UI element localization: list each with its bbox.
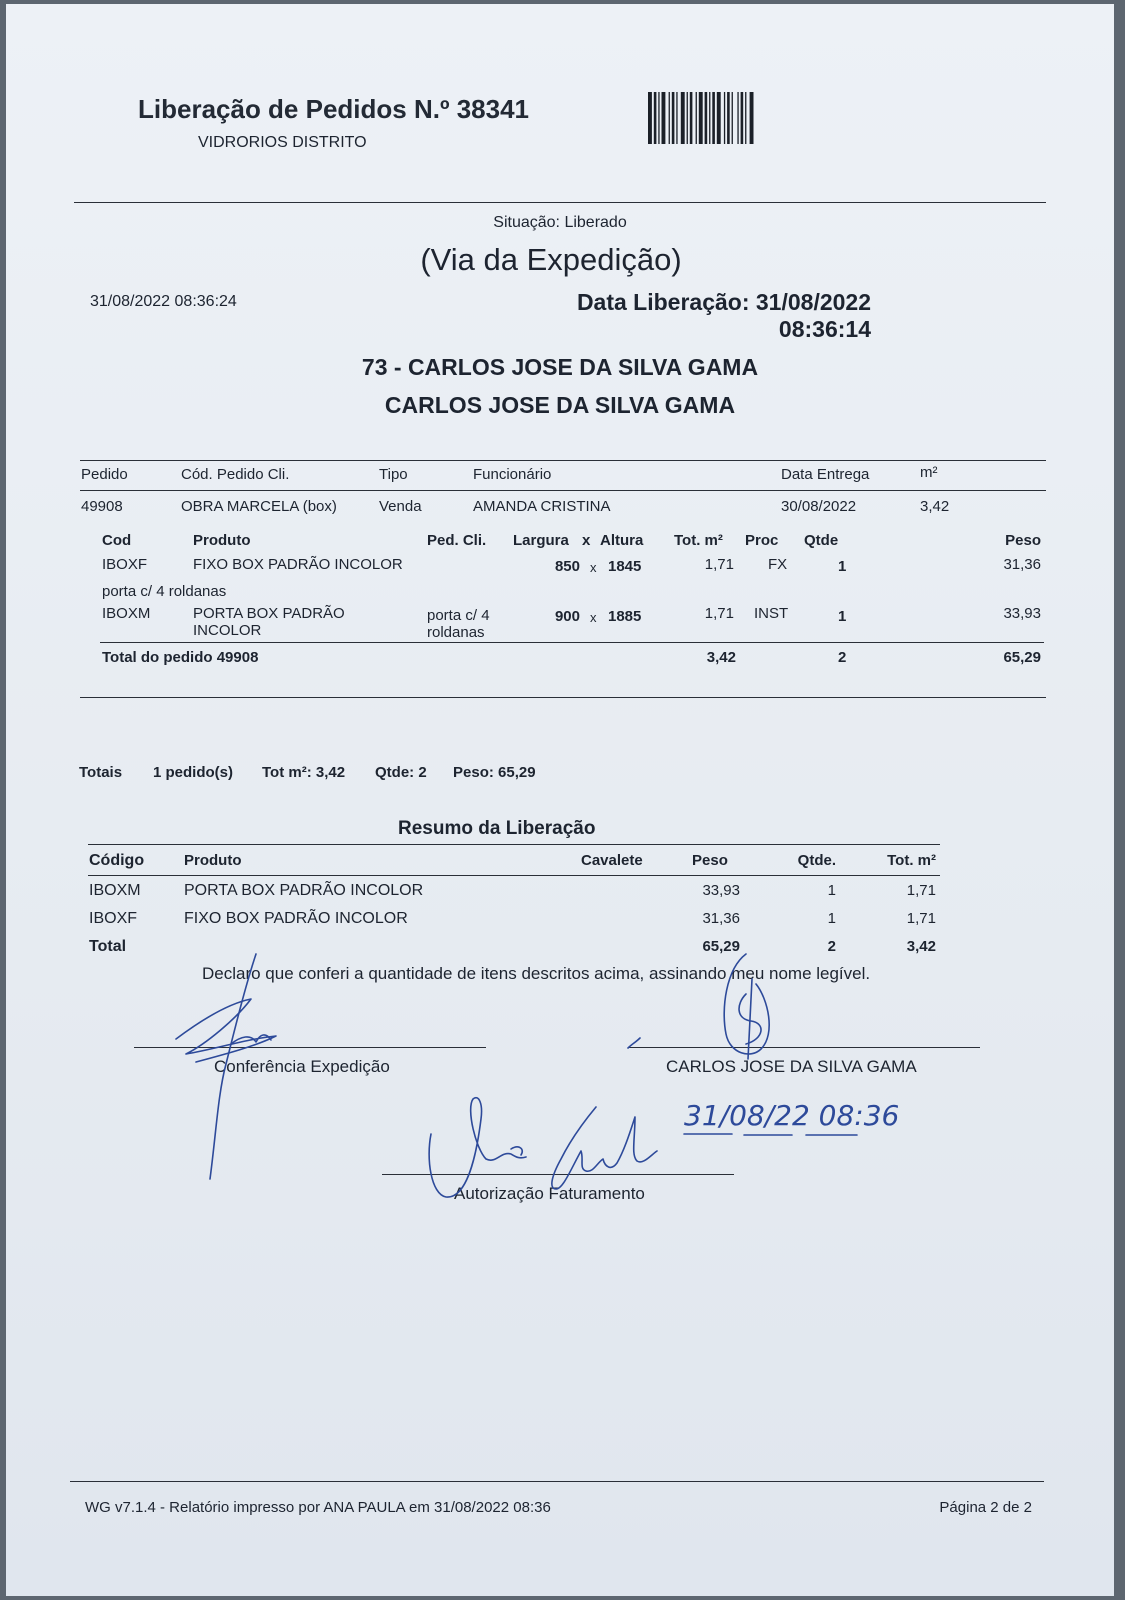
summary-top-rule: [88, 844, 940, 845]
totals-label: Totais: [79, 764, 123, 781]
signature-conferencia-scribble: [156, 944, 306, 1184]
col-funcionario: Funcionário: [473, 466, 552, 483]
col-peso: Peso: [1005, 532, 1041, 549]
summary-row-1-codigo: IBOXM: [89, 882, 141, 899]
item-2-produto-line2: INCOLOR: [193, 622, 262, 639]
item-2-qtde: 1: [838, 608, 847, 625]
client-name: CARLOS JOSE DA SILVA GAMA: [384, 392, 736, 418]
signature-label-conferencia: Conferência Expedição: [214, 1057, 390, 1076]
item-1-altura: 1845: [608, 558, 642, 575]
copy-type: (Via da Expedição): [420, 242, 682, 277]
order-table-header-rule: [80, 490, 1046, 491]
summary-total-qtde: 2: [827, 938, 836, 955]
summary-col-tot-m2: Tot. m²: [887, 852, 936, 869]
signature-line-client: [628, 1047, 980, 1048]
item-2-tot-m2: 1,71: [704, 605, 734, 622]
company-name: VIDRORIOS DISTRITO: [198, 134, 367, 151]
item-1-x: x: [590, 560, 597, 575]
order-cod-pedido-cli: OBRA MARCELA (box): [181, 498, 337, 515]
item-2-ped-cli-line2: roldanas: [427, 624, 485, 641]
client-code-name: 73 - CARLOS JOSE DA SILVA GAMA: [361, 354, 759, 380]
summary-row-1-qtde: 1: [827, 882, 836, 899]
order-tipo: Venda: [379, 498, 422, 515]
document-title: Liberação de Pedidos N.º 38341: [138, 94, 529, 124]
item-1-qtde: 1: [838, 558, 847, 575]
summary-total-label: Total: [89, 938, 127, 955]
item-2-note: porta c/ 4 roldanas: [102, 583, 227, 600]
order-section-bottom-rule: [80, 697, 1046, 698]
item-2-produto: [193, 605, 345, 639]
summary-col-peso: Peso: [692, 852, 728, 869]
item-1-produto: FIXO BOX PADRÃO INCOLOR: [193, 556, 403, 573]
summary-header-rule: [88, 875, 940, 876]
signature-client-scribble: [706, 949, 796, 1074]
summary-row-2-peso: 31,36: [702, 910, 740, 927]
summary-row-1-peso: 33,93: [702, 882, 740, 899]
col-largura: Largura: [513, 532, 569, 549]
item-1-peso: 31,36: [1003, 556, 1041, 573]
item-2-ped-cli-line1: porta c/ 4: [427, 607, 490, 624]
order-total-qtde: 2: [838, 649, 847, 666]
col-qtde: Qtde: [804, 532, 839, 549]
totals-qtde: Qtde: 2: [375, 764, 427, 781]
item-2-produto-line1: PORTA BOX PADRÃO: [193, 605, 345, 622]
col-ped-cli: Ped. Cli.: [427, 532, 487, 549]
summary-total-tot-m2: 3,42: [906, 938, 936, 955]
item-2-cod: IBOXM: [102, 605, 151, 622]
item-2-altura: 1885: [608, 608, 642, 625]
col-data-entrega: Data Entrega: [781, 466, 870, 483]
summary-row-1-produto: PORTA BOX PADRÃO INCOLOR: [184, 882, 424, 899]
col-cod-pedido-cli: Cód. Pedido Cli.: [181, 466, 290, 483]
summary-row-2-qtde: 1: [827, 910, 836, 927]
order-total-label: Total do pedido 49908: [102, 649, 259, 666]
footer-rule: [70, 1481, 1044, 1482]
signature-client-tick: [626, 1034, 646, 1054]
totals-peso: Peso: 65,29: [453, 764, 536, 781]
release-date-label: Data Liberação: 31/08/2022: [576, 289, 871, 315]
item-1-cod: IBOXF: [102, 556, 148, 573]
col-proc: Proc: [745, 532, 779, 549]
col-m2: m²: [920, 464, 938, 481]
item-1-proc: FX: [768, 556, 788, 573]
item-2-peso: 33,93: [1003, 605, 1041, 622]
totals-m2: Tot m²: 3,42: [262, 764, 346, 781]
summary-row-1-tot-m2: 1,71: [906, 882, 936, 899]
col-x: x: [582, 532, 591, 549]
item-2-x: x: [590, 610, 597, 625]
summary-col-codigo: Código: [89, 852, 145, 869]
declaration-text: Declaro que conferi a quantidade de itens descritos acima, assinando meu nome legível.: [202, 964, 871, 983]
footer-page-number: Página 2 de 2: [939, 1499, 1032, 1516]
order-total-peso: 65,29: [1003, 649, 1041, 666]
release-date: [541, 289, 871, 343]
release-time: 08:36:14: [778, 316, 871, 342]
summary-row-2-tot-m2: 1,71: [906, 910, 936, 927]
summary-title: Resumo da Liberação: [398, 818, 596, 839]
signature-label-autorizacao: Autorização Faturamento: [454, 1184, 645, 1203]
print-datetime: 31/08/2022 08:36:24: [90, 293, 237, 310]
header-divider: [74, 202, 1046, 203]
col-produto: Produto: [193, 532, 251, 549]
item-1-tot-m2: 1,71: [704, 556, 734, 573]
summary-row-2-produto: FIXO BOX PADRÃO INCOLOR: [184, 910, 408, 927]
col-tipo: Tipo: [379, 466, 408, 483]
order-pedido: 49908: [81, 498, 123, 515]
items-total-rule: [100, 642, 1044, 643]
totals-pedidos: 1 pedido(s): [153, 764, 234, 781]
handwritten-datetime-underline: [682, 1130, 944, 1140]
order-total-m2: 3,42: [706, 649, 736, 666]
col-cod: Cod: [102, 532, 132, 549]
item-1-largura: 850: [554, 558, 580, 575]
item-2-proc: INST: [754, 605, 789, 622]
handwritten-datetime: 31/08/22 08:36: [684, 1099, 900, 1132]
status-text: Situação: Liberado: [493, 214, 627, 231]
item-2-largura: 900: [554, 608, 580, 625]
summary-col-produto: Produto: [184, 852, 242, 869]
col-tot-m2: Tot. m²: [674, 532, 723, 549]
order-m2: 3,42: [920, 498, 950, 515]
order-data-entrega: 30/08/2022: [781, 498, 857, 515]
signature-label-client: CARLOS JOSE DA SILVA GAMA: [666, 1057, 917, 1076]
item-2-ped-cli: [427, 607, 490, 641]
summary-total-peso: 65,29: [702, 938, 740, 955]
summary-col-qtde: Qtde.: [797, 852, 836, 869]
col-altura: Altura: [600, 532, 644, 549]
col-pedido: Pedido: [81, 466, 128, 483]
document-page: [6, 4, 1114, 1596]
summary-col-cavalete: Cavalete: [581, 852, 643, 869]
footer-print-info: WG v7.1.4 - Relatório impresso por ANA PAULA em 31/08/2022 08:36: [85, 1499, 551, 1516]
signature-autorizacao-scribble: [421, 1089, 661, 1209]
order-table-top-rule: [80, 460, 1046, 461]
order-funcionario: AMANDA CRISTINA: [473, 498, 611, 515]
barcode: [648, 92, 818, 144]
summary-row-2-codigo: IBOXF: [89, 910, 138, 927]
